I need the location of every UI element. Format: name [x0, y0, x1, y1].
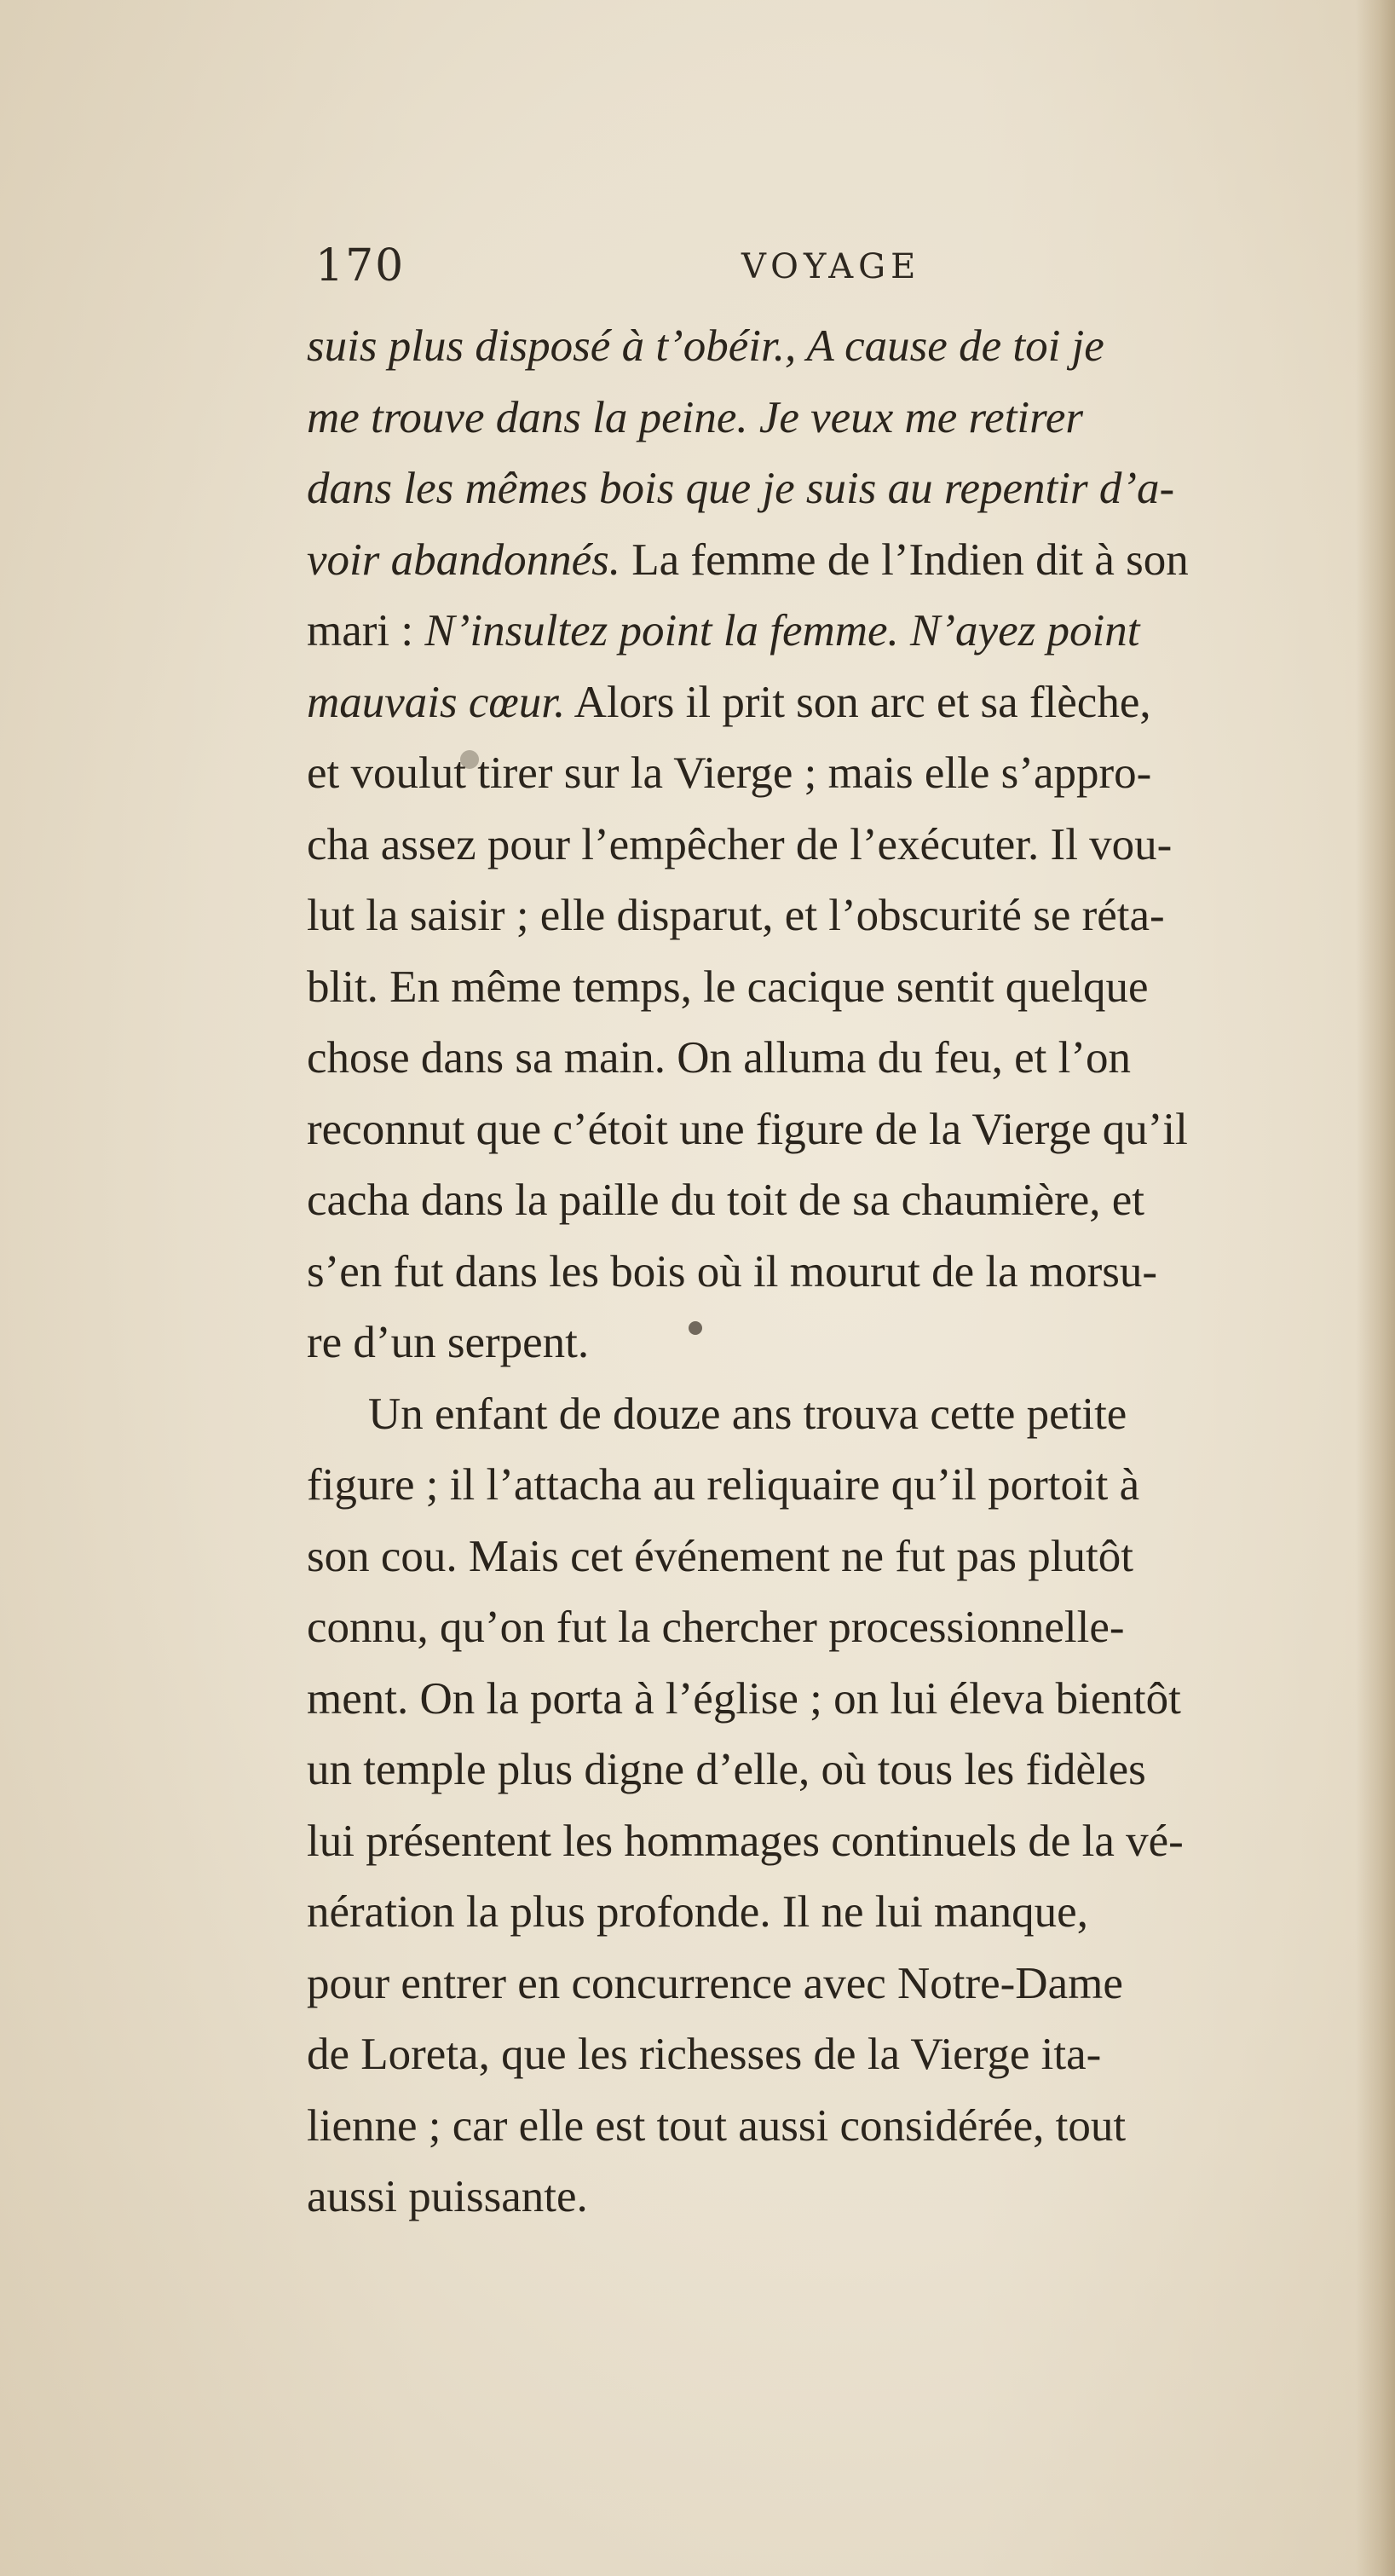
- body-text: [307, 311, 1395, 2233]
- text-line: [307, 667, 1395, 739]
- running-title: VOYAGE: [741, 247, 921, 286]
- text-line: ment. On la porta à l’église ; on lui éleva bientôt: [307, 1673, 1181, 1724]
- text-line: re d’un serpent.: [307, 1318, 590, 1367]
- text-italic: N’insultez point la femme. N’ayez point: [424, 606, 1140, 656]
- text-line: [307, 525, 1395, 597]
- text-line: reconnut que c’étoit une figure de la Vierge qu’il: [307, 1104, 1188, 1154]
- text-line: lui présentent les hommages continuels de la vé-: [307, 1816, 1184, 1866]
- page-number: 170: [315, 240, 406, 292]
- text-line: chose dans sa main. On alluma du feu, et l’on: [307, 1033, 1131, 1083]
- text-line: cacha dans la paille du toit de sa chaumière, et: [307, 1175, 1145, 1225]
- text-line: lienne ; car elle est tout aussi considérée, tout: [307, 2100, 1127, 2151]
- text-line: [307, 453, 1395, 525]
- text-line: pour entrer en concurrence avec Notre-Dame: [307, 1958, 1123, 2008]
- text-line: aussi puissante.: [307, 2172, 588, 2221]
- text-italic: dans les mêmes bois que je suis au repentir d’a-: [307, 464, 1175, 513]
- text-line: [307, 596, 1395, 667]
- text-line: lut la saisir ; elle disparut, et l’obscurité se réta-: [307, 891, 1165, 940]
- text-roman: Alors il prit son arc et sa flèche,: [565, 677, 1151, 727]
- text-roman: La femme de l’Indien dit à son: [620, 534, 1189, 585]
- text-italic: voir abandonnés.: [307, 534, 621, 585]
- text-italic: mauvais cœur.: [307, 677, 566, 727]
- text-roman: mari :: [307, 606, 425, 656]
- text-line: s’en fut dans les bois où il mourut de la morsu-: [307, 1246, 1158, 1297]
- text-line: blit. En même temps, le cacique sentit quelque: [307, 962, 1149, 1012]
- text-line: son cou. Mais cet événement ne fut pas plutôt: [307, 1531, 1133, 1581]
- text-line: un temple plus digne d’elle, où tous les fidèles: [307, 1745, 1146, 1794]
- text-line: de Loreta, que les richesses de la Vierge ita-: [307, 2030, 1102, 2079]
- page-header: [315, 240, 1372, 300]
- text-italic: suis plus disposé à t’obéir., A cause de toi je: [307, 321, 1104, 371]
- text-line: figure ; il l’attacha au reliquaire qu’il portoit à: [307, 1460, 1140, 1510]
- text-line: [307, 383, 1395, 454]
- text-line: connu, qu’on fut la chercher processionnelle-: [307, 1603, 1125, 1652]
- text-line: cha assez pour l’empêcher de l’exécuter. Il vou-: [307, 819, 1173, 869]
- text-line: nération la plus profonde. Il ne lui manque,: [307, 1887, 1088, 1937]
- text-line: [307, 311, 1395, 383]
- text-line: et voulut tirer sur la Vierge ; mais elle s’appro-: [307, 748, 1152, 798]
- text-italic: me trouve dans la peine. Je veux me retirer: [307, 392, 1083, 442]
- paragraph-start-line: Un enfant de douze ans trouva cette petite: [368, 1389, 1127, 1439]
